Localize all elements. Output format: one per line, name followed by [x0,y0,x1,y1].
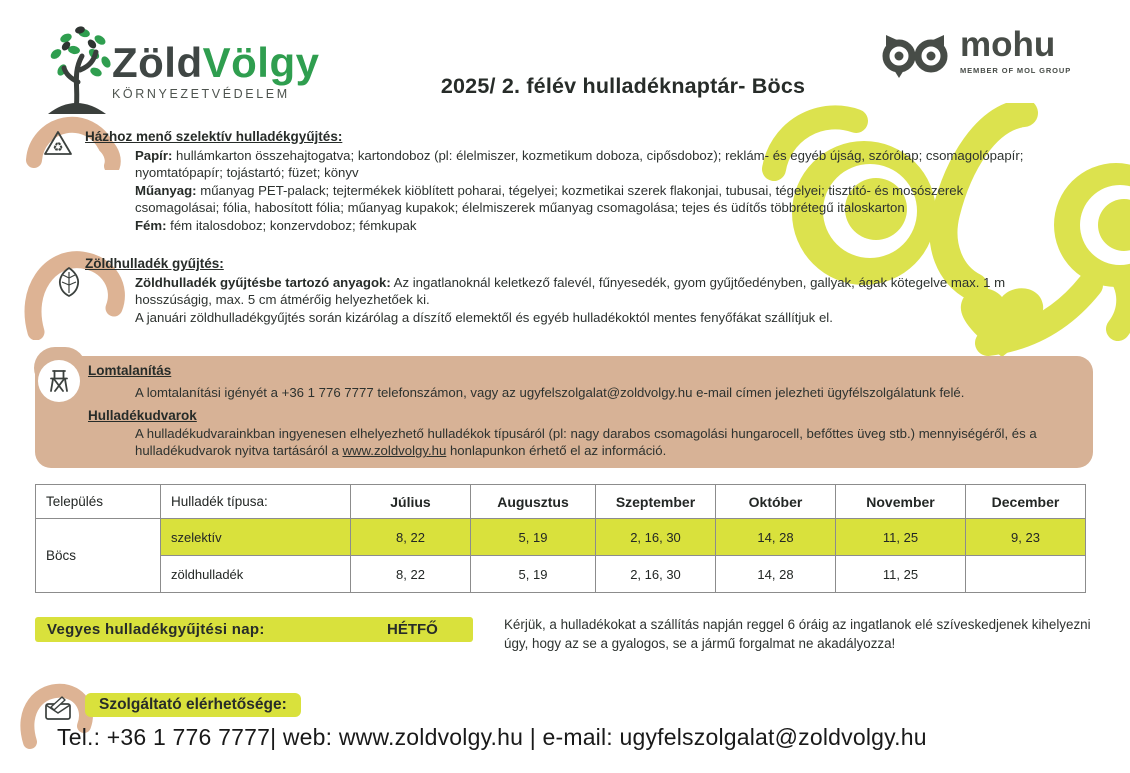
provider-contact-heading: Szolgáltató elérhetősége: [85,693,301,717]
green-body [135,274,1040,326]
mohu-name: mohu [960,25,1056,64]
bulky-heading: Lomtalanítás [88,363,172,378]
date-cell: 14, 28 [716,519,836,556]
zoldvolgy-tree-icon [36,24,118,116]
date-cell: 8, 22 [351,556,471,593]
bulky-text: A lomtalanítási igényét a +36 1 776 7777 telefonszámon, vagy az ugyfelszolgalat@zoldvolgy.hu e-mail címen jelezheti ügyfélszolgálatunk felé. [135,385,965,400]
mohu-text-block [960,27,1071,75]
brand-name-zold: Zöld [112,39,203,86]
green-materials-text: Az ingatlanoknál keletkező falevél, fűnyesedék, gyom gyűjtőedényben, gallyak, ágak kötegelve max. 1 m hosszúságig, max. 5 cm átmérőig helyezhetőek ki. [135,275,1006,308]
col-header-waste-type: Hulladék típusa: [161,485,351,519]
mohu-subtitle: MEMBER OF MOL GROUP [960,66,1072,75]
col-header-october: Október [716,485,836,519]
mohu-owl-icon [878,32,952,82]
owl-watermark-decoration [758,103,1130,371]
bulky-icon-circle [38,360,80,402]
col-header-july: Július [351,485,471,519]
brand-name [112,39,320,86]
col-header-december: December [966,485,1086,519]
waste-type-cell: zöldhulladék [161,556,351,593]
green-heading: Zöldhulladék gyűjtés: [85,256,224,271]
date-cell: 11, 25 [836,556,966,593]
placement-note: Kérjük, a hulladékokat a szállítás napján reggel 6 óráig az ingatlanok elé szíveskedjenek kihelyezni úgy, hogy az se a gyalogos, se a jármű forgalmat ne akadályozza! [504,617,1091,651]
date-cell: 5, 19 [471,519,596,556]
date-cell: 9, 23 [966,519,1086,556]
date-cell: 8, 22 [351,519,471,556]
mixed-waste-day-bar [35,617,473,642]
date-cell: 11, 25 [836,519,966,556]
provider-contact-line: Tel.: +36 1 776 7777| web: www.zoldvolgy.hu | e-mail: ugyfelszolgalat@zoldvolgy.hu [57,724,927,750]
brand-text-block [112,39,320,101]
date-cell [966,556,1086,593]
date-cell: 2, 16, 30 [596,519,716,556]
green-materials-label: Zöldhulladék gyűjtésbe tartozó anyagok: [135,275,391,290]
col-header-september: Szeptember [596,485,716,519]
page-title: 2025/ 2. félév hulladéknaptár- Böcs [440,74,806,98]
mixed-waste-label: Vegyes hulladékgyűjtési nap: [47,621,265,638]
selective-body [135,147,1043,234]
paper-text: hullámkarton összehajtogatva; kartondoboz (pl: élelmiszer, kozmetikum doboza, cipősdoboz); reklám- és egyéb újság, szórólap; csomagolópapír; nyomtatópapír; tojástartó; füzet; könyv [135,148,1024,181]
brand-name-volgy: Völgy [202,39,320,86]
green-january-note: A januári zöldhulladékgyűjtés során kizárólag a díszítő elemektől és egyéb hulladékoktól mentes fenyőfákat szállítjuk el. [135,309,833,325]
waste-type-cell: szelektív [161,519,351,556]
brand-subtitle: KÖRNYEZETVÉDELEM [112,87,290,101]
paper-label: Papír: [135,148,173,163]
collection-calendar-table [35,484,1086,593]
col-header-settlement: Település [36,485,161,519]
yards-website-link: www.zoldvolgy.hu [342,443,447,459]
yards-text [135,425,1085,460]
selective-heading: Házhoz menő szelektív hulladékgyűjtés: [85,129,343,144]
plastic-text: műanyag PET-palack; tejtermékek kiöblített poharai, tégelyei; kozmetikai szerek flakonjai, tubusai, tégelyei; tisztító- és mosószerek csomagolásai; fólia, habosított fólia; műanyag kupakok; élelmiszerek műanyag csomagolása; tejes és üdítős többrétegű italoskarton [135,182,964,216]
date-cell: 2, 16, 30 [596,556,716,593]
metal-label: Fém: [135,217,167,233]
table-row-selective [36,519,1086,556]
envelope-pen-icon [44,696,72,722]
metal-text: fém italosdoboz; konzervdoboz; fémkupak [166,217,417,233]
mixed-waste-day: HÉTFŐ [387,621,438,638]
chair-icon [48,368,70,394]
date-cell: 14, 28 [716,556,836,593]
yards-heading: Hulladékudvarok [88,408,197,423]
leaf-icon [56,266,82,298]
date-cell: 5, 19 [471,556,596,593]
table-row-green [36,556,1086,593]
yards-text-after: honlapunkon érhető el az információ. [446,443,667,459]
col-header-august: Augusztus [471,485,596,519]
plastic-label: Műanyag: [135,182,197,198]
col-header-november: November [836,485,966,519]
table-header-row [36,485,1086,519]
yards-text-before: A hulladékudvarainkban ingyenesen elhelyezhető hulladékok típusáról (pl: nagy darabos csomagolási hungarocell, befőttes üveg stb.) mennyiségéről, és a hulladékudvarok nyitva tartásáról a [135,426,1037,459]
settlement-cell: Böcs [36,519,161,593]
recycle-icon [43,129,73,157]
svg-text:♻: ♻ [52,140,64,154]
